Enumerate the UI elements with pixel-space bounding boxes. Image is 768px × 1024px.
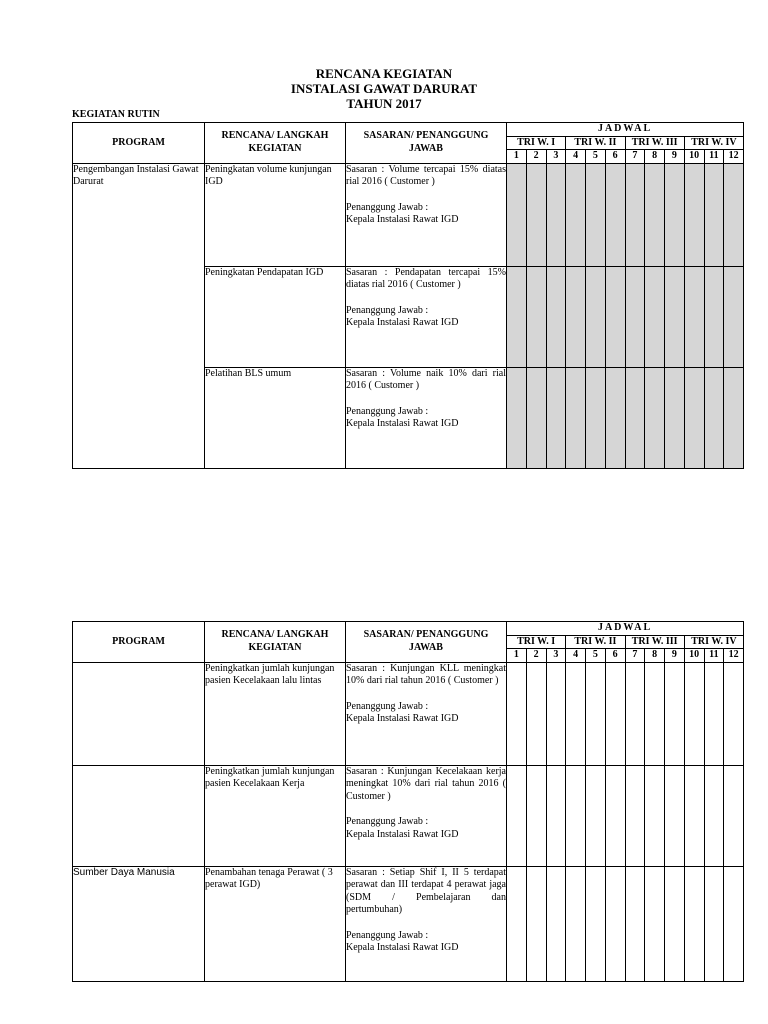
- sasaran-text: Sasaran : Setiap Shif I, II 5 terdapat perawat dan III terdapat 4 perawat jaga (SDM / Pembelajaran dan pertumbuhan): [346, 866, 506, 915]
- header-month: 5: [586, 150, 606, 164]
- header-month: 8: [645, 150, 665, 164]
- schedule-cell: [724, 367, 744, 468]
- schedule-cell: [546, 367, 566, 468]
- schedule-cell: [684, 765, 704, 866]
- header-month: 6: [605, 150, 625, 164]
- rencana-cell: Peningkatan Pendapatan IGD: [205, 266, 346, 367]
- schedule-cell: [586, 866, 606, 981]
- schedule-cell: [645, 367, 665, 468]
- schedule-cell: [645, 163, 665, 266]
- schedule-cell: [507, 662, 527, 765]
- schedule-cell: [586, 765, 606, 866]
- rencana-cell: Penambahan tenaga Perawat ( 3 perawat IGD): [205, 866, 346, 981]
- sasaran-text: Sasaran : Kunjungan Kecelakaan kerja meningkat 10% dari rial tahun 2016 ( Customer ): [346, 765, 506, 802]
- schedule-cell: [625, 266, 645, 367]
- schedule-cell: [625, 367, 645, 468]
- schedule-cell: [724, 662, 744, 765]
- program-cell: [73, 765, 205, 866]
- schedule-cell: [704, 765, 724, 866]
- pj-label: Penanggung Jawab :: [346, 700, 429, 712]
- header-sasaran: SASARAN/ PENANGGUNG JAWAB: [346, 123, 507, 164]
- doc-title-line-2: INSTALASI GAWAT DARURAT: [290, 81, 478, 96]
- header-month: 7: [625, 150, 645, 164]
- sasaran-cell: [346, 266, 507, 367]
- pj-label: Penanggung Jawab :: [346, 816, 429, 827]
- sasaran-cell: [346, 765, 507, 866]
- header-triwulan-2: TRI W. II: [566, 136, 625, 150]
- header-month: 6: [605, 649, 625, 663]
- rencana-cell: Peningkatan volume kunjungan IGD: [205, 163, 346, 266]
- schedule-cell: [704, 866, 724, 981]
- schedule-cell: [625, 163, 645, 266]
- sasaran-cell: [346, 662, 507, 765]
- schedule-cell: [724, 866, 744, 981]
- schedule-cell: [724, 765, 744, 866]
- header-month: 1: [507, 649, 527, 663]
- schedule-cell: [684, 662, 704, 765]
- pj-label: Penanggung Jawab :: [346, 201, 429, 213]
- schedule-cell: [526, 662, 546, 765]
- schedule-cell: [546, 765, 566, 866]
- header-month: 5: [586, 649, 606, 663]
- schedule-cell: [665, 266, 685, 367]
- sasaran-cell: [346, 367, 507, 468]
- schedule-cell: [684, 163, 704, 266]
- plan-table-1: [72, 122, 744, 469]
- schedule-cell: [566, 765, 586, 866]
- schedule-cell: [566, 866, 586, 981]
- schedule-cell: [704, 266, 724, 367]
- header-month: 4: [566, 150, 586, 164]
- schedule-cell: [586, 266, 606, 367]
- header-month: 8: [645, 649, 665, 663]
- schedule-cell: [526, 367, 546, 468]
- schedule-cell: [586, 163, 606, 266]
- header-rencana: RENCANA/ LANGKAH KEGIATAN: [205, 123, 346, 164]
- schedule-cell: [546, 866, 566, 981]
- header-month: 10: [684, 649, 704, 663]
- sasaran-cell: [346, 163, 507, 266]
- schedule-cell: [704, 163, 724, 266]
- doc-title-line-1: RENCANA KEGIATAN: [315, 66, 453, 81]
- schedule-cell: [507, 765, 527, 866]
- doc-title-line-3: TAHUN 2017: [346, 96, 422, 111]
- schedule-cell: [645, 266, 665, 367]
- schedule-cell: [665, 163, 685, 266]
- header-month: 1: [507, 150, 527, 164]
- header-month: 11: [704, 649, 724, 663]
- sasaran-text: Sasaran : Kunjungan KLL meningkat 10% dari rial tahun 2016 ( Customer ): [346, 662, 506, 686]
- header-month: 3: [546, 150, 566, 164]
- schedule-cell: [645, 662, 665, 765]
- schedule-cell: [704, 662, 724, 765]
- schedule-cell: [645, 866, 665, 981]
- pj-name: Kepala Instalasi Rawat IGD: [346, 942, 459, 953]
- header-month: 11: [704, 150, 724, 164]
- header-month: 2: [526, 150, 546, 164]
- header-jadwal: JADWAL: [507, 622, 744, 636]
- schedule-cell: [605, 266, 625, 367]
- schedule-cell: [665, 866, 685, 981]
- schedule-cell: [586, 367, 606, 468]
- schedule-cell: [724, 266, 744, 367]
- header-month: 12: [724, 150, 744, 164]
- pj-label: Penanggung Jawab :: [346, 929, 429, 941]
- schedule-cell: [546, 266, 566, 367]
- schedule-cell: [526, 266, 546, 367]
- header-triwulan-3: TRI W. III: [625, 635, 684, 649]
- header-sasaran: SASARAN/ PENANGGUNG JAWAB: [346, 622, 507, 663]
- schedule-cell: [645, 765, 665, 866]
- schedule-cell: [605, 662, 625, 765]
- header-month: 9: [665, 150, 685, 164]
- sasaran-text: Sasaran : Volume naik 10% dari rial 2016 ( Customer ): [346, 367, 506, 391]
- header-month: 10: [684, 150, 704, 164]
- header-triwulan-3: TRI W. III: [625, 136, 684, 150]
- pj-name: Kepala Instalasi Rawat IGD: [346, 418, 459, 429]
- sasaran-cell: [346, 866, 507, 981]
- schedule-cell: [566, 367, 586, 468]
- schedule-cell: [586, 662, 606, 765]
- schedule-cell: [546, 163, 566, 266]
- header-triwulan-4: TRI W. IV: [684, 136, 743, 150]
- pj-label: Penanggung Jawab :: [346, 304, 429, 316]
- header-month: 3: [546, 649, 566, 663]
- schedule-cell: [526, 866, 546, 981]
- header-triwulan-2: TRI W. II: [566, 635, 625, 649]
- pj-name: Kepala Instalasi Rawat IGD: [346, 317, 459, 328]
- schedule-cell: [684, 866, 704, 981]
- schedule-cell: [566, 662, 586, 765]
- schedule-cell: [566, 266, 586, 367]
- schedule-cell: [605, 367, 625, 468]
- header-month: 12: [724, 649, 744, 663]
- schedule-cell: [625, 765, 645, 866]
- section-label: KEGIATAN RUTIN: [72, 109, 160, 120]
- schedule-cell: [625, 866, 645, 981]
- pj-label: Penanggung Jawab :: [346, 405, 429, 417]
- program-cell: Sumber Daya Manusia: [73, 866, 205, 981]
- schedule-cell: [507, 266, 527, 367]
- header-program: PROGRAM: [73, 622, 205, 663]
- rencana-cell: Peningkatkan jumlah kunjungan pasien Kecelakaan lalu lintas: [205, 662, 346, 765]
- program-cell: [73, 662, 205, 765]
- schedule-cell: [507, 163, 527, 266]
- schedule-cell: [605, 765, 625, 866]
- header-month: 7: [625, 649, 645, 663]
- header-program: PROGRAM: [73, 123, 205, 164]
- schedule-cell: [566, 163, 586, 266]
- schedule-cell: [665, 367, 685, 468]
- header-month: 4: [566, 649, 586, 663]
- header-triwulan-4: TRI W. IV: [684, 635, 743, 649]
- schedule-cell: [665, 765, 685, 866]
- header-jadwal: JADWAL: [507, 123, 744, 137]
- schedule-cell: [507, 866, 527, 981]
- schedule-cell: [704, 367, 724, 468]
- schedule-cell: [605, 163, 625, 266]
- header-month: 9: [665, 649, 685, 663]
- schedule-cell: [665, 662, 685, 765]
- schedule-cell: [526, 765, 546, 866]
- rencana-cell: Pelatihan BLS umum: [205, 367, 346, 468]
- pj-name: Kepala Instalasi Rawat IGD: [346, 214, 459, 225]
- rencana-cell: Peningkatkan jumlah kunjungan pasien Kecelakaan Kerja: [205, 765, 346, 866]
- header-month: 2: [526, 649, 546, 663]
- schedule-cell: [684, 266, 704, 367]
- schedule-cell: [625, 662, 645, 765]
- sasaran-text: Sasaran : Pendapatan tercapai 15% diatas rial 2016 ( Customer ): [346, 266, 506, 290]
- schedule-cell: [605, 866, 625, 981]
- plan-table-2: [72, 621, 744, 982]
- schedule-cell: [546, 662, 566, 765]
- sasaran-text: Sasaran : Volume tercapai 15% diatas rial 2016 ( Customer ): [346, 163, 506, 187]
- header-triwulan-1: TRI W. I: [507, 635, 566, 649]
- schedule-cell: [526, 163, 546, 266]
- schedule-cell: [507, 367, 527, 468]
- pj-name: Kepala Instalasi Rawat IGD: [346, 713, 459, 724]
- pj-name: Kepala Instalasi Rawat IGD: [346, 828, 459, 840]
- schedule-cell: [724, 163, 744, 266]
- schedule-cell: [684, 367, 704, 468]
- header-rencana: RENCANA/ LANGKAH KEGIATAN: [205, 622, 346, 663]
- header-triwulan-1: TRI W. I: [507, 136, 566, 150]
- program-cell: Pengembangan Instalasi Gawat Darurat: [73, 163, 205, 468]
